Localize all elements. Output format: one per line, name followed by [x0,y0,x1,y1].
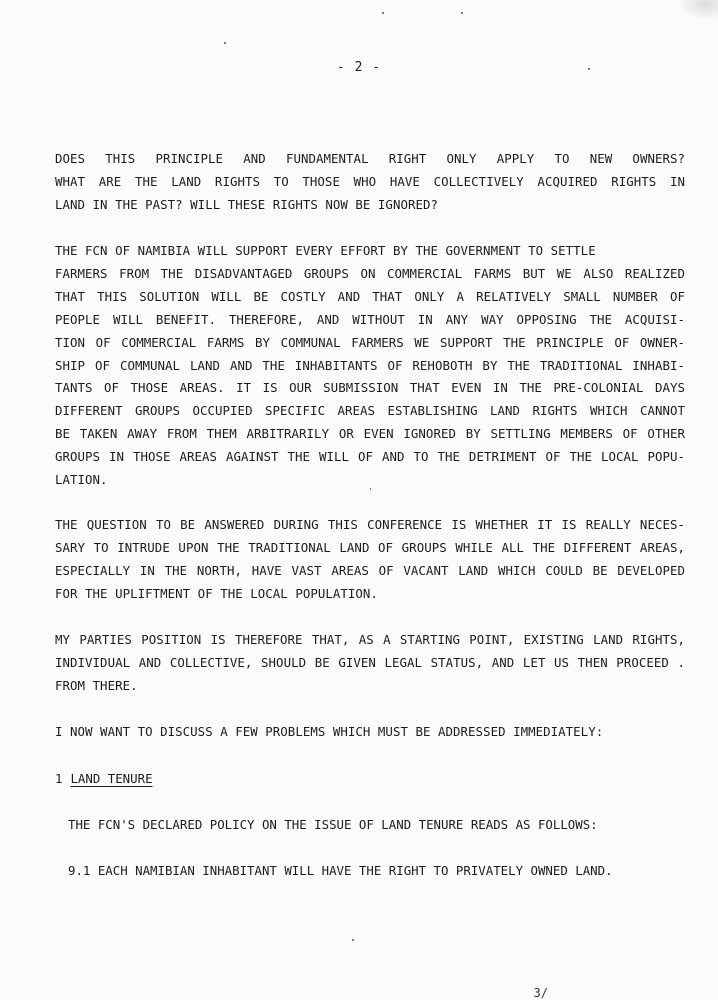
text-line: MY PARTIES POSITION IS THEREFORE THAT, AS A STARTING POINT, EXISTING LAND RIGHTS, [55,632,685,647]
scan-speck [382,12,384,14]
section-number: 1 [55,771,63,786]
scan-speck [461,12,463,14]
scan-smudge [678,0,718,20]
text-line: LAND IN THE PAST? WILL THESE RIGHTS NOW BE IGNORED? [55,196,438,212]
paragraph-4 [55,629,685,698]
section-heading [55,768,153,791]
text-line: DIFFERENT GROUPS OCCUPIED SPECIFIC AREAS ESTABLISHING LAND RIGHTS WHICH CANNOT [55,403,685,419]
text-line: THE QUESTION TO BE ANSWERED DURING THIS CONFERENCE IS WHETHER IT IS REALLY NECES- [55,517,685,532]
paragraph-2 [55,240,685,492]
text-line: GROUPS IN THOSE AREAS AGAINST THE WILL OF AND TO THE DETRIMENT OF THE LOCAL POPU- [55,449,685,465]
page-number: - 2 - [336,60,382,75]
text-line: TION OF COMMERCIAL FARMS BY COMMUNAL FARMERS WE SUPPORT THE PRINCIPLE OF OWNER- [55,334,685,350]
text-line: FOR THE UPLIFTMENT OF THE LOCAL POPULATION. [55,585,378,601]
text-line: THAT THIS SOLUTION WILL BE COSTLY AND THAT ONLY A RELATIVELY SMALL NUMBER OF [55,288,685,304]
text-line: THE FCN OF NAMIBIA WILL SUPPORT EVERY EFFORT BY THE GOVERNMENT TO SETTLE [55,243,596,258]
policy-clause: 9.1 EACH NAMIBIAN INHABITANT WILL HAVE THE RIGHT TO PRIVATELY OWNED LAND. [68,863,613,878]
text-line: SARY TO INTRUDE UPON THE TRADITIONAL LAND OF GROUPS WHILE ALL THE DIFFERENT AREAS, [55,539,685,555]
text-line: I NOW WANT TO DISCUSS A FEW PROBLEMS WHICH MUST BE ADDRESSED IMMEDIATELY: [55,724,604,739]
text-line: SHIP OF COMMUNAL LAND AND THE INHABITANTS OF REHOBOTH BY THE TRADITIONAL INHABI- [55,357,685,373]
paragraph-3 [55,514,685,606]
text-line: INDIVIDUAL AND COLLECTIVE, SHOULD BE GIVEN LEGAL STATUS, AND LET US THEN PROCEED . [55,654,685,670]
continuation-mark: 3/ [533,986,548,1000]
text-line: BE TAKEN AWAY FROM THEM ARBITRARILY OR EVEN IGNORED BY SETTLING MEMBERS OF OTHER [55,426,685,442]
text-line: PEOPLE WILL BENEFIT. THEREFORE, AND WITHOUT IN ANY WAY OPPOSING THE ACQUISI- [55,311,685,327]
text-line: FARMERS FROM THE DISADVANTAGED GROUPS ON COMMERCIAL FARMS BUT WE ALSO REALIZED [55,265,685,281]
text-line: DOES THIS PRINCIPLE AND FUNDAMENTAL RIGHT ONLY APPLY TO NEW OWNERS? [55,151,685,166]
text-line: LATION. [55,472,108,488]
scan-speck [224,42,226,44]
text-line: WHAT ARE THE LAND RIGHTS TO THOSE WHO HAVE COLLECTIVELY ACQUIRED RIGHTS IN [55,173,685,189]
section-intro: THE FCN'S DECLARED POLICY ON THE ISSUE OF LAND TENURE READS AS FOLLOWS: [68,817,598,832]
text-line: TANTS OF THOSE AREAS. IT IS OUR SUBMISSION THAT EVEN IN THE PRE-COLONIAL DAYS [55,380,685,396]
paragraph-5 [55,721,685,744]
text-line: ESPECIALLY IN THE NORTH, HAVE VAST AREAS OF VACANT LAND WHICH COULD BE DEVELOPED [55,562,685,578]
paragraph-1 [55,148,685,217]
text-line: FROM THERE. [55,677,138,693]
scan-speck [352,939,354,941]
section-title: LAND TENURE [70,771,153,786]
